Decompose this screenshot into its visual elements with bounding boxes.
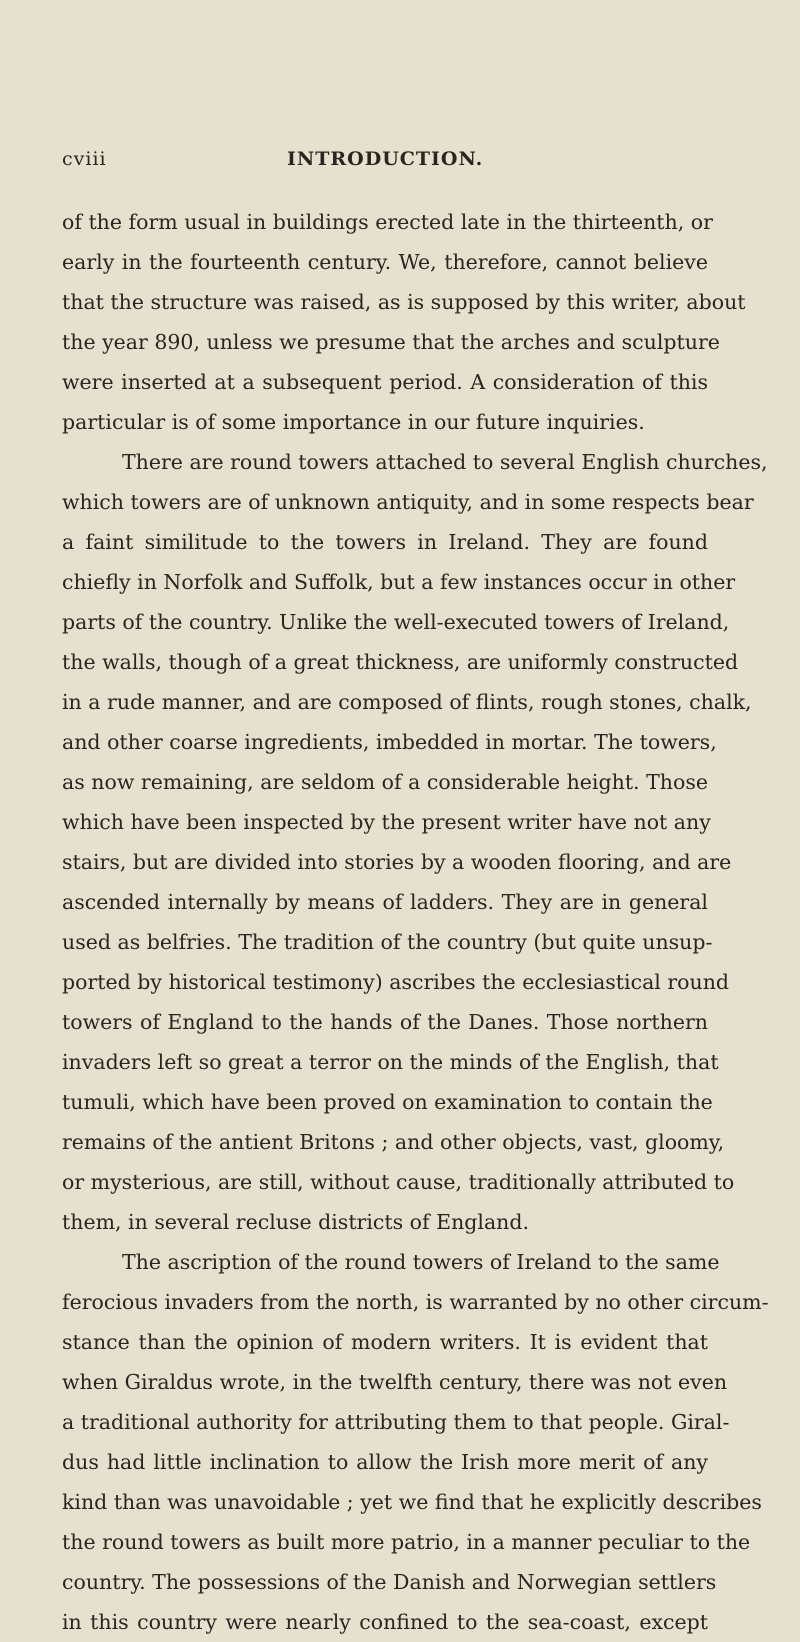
text-line: a traditional authority for attributing them to that people. Giral-: [62, 1410, 730, 1434]
text-line: the year 890, unless we presume that the arches and sculpture: [62, 330, 720, 354]
text-line: tumuli, which have been proved on examination to contain the: [62, 1090, 713, 1114]
paragraph-first-line: There are round towers attached to several English churches,: [122, 450, 768, 474]
text-line: used as belfries. The tradition of the country (but quite unsup-: [62, 930, 713, 954]
text-line: dus had little inclination to allow the Irish more merit of any: [62, 1450, 708, 1474]
text-line: country. The possessions of the Danish and Norwegian settlers: [62, 1570, 717, 1594]
text-line: were inserted at a subsequent period. A consideration of this: [62, 370, 708, 394]
text-line: them, in several recluse districts of England.: [62, 1210, 530, 1234]
text-line: which have been inspected by the present writer have not any: [62, 810, 711, 834]
text-line: chiefly in Norfolk and Suffolk, but a few instances occur in other: [62, 570, 736, 594]
text-line: remains of the antient Britons ; and other objects, vast, gloomy,: [62, 1130, 725, 1154]
text-line: or mysterious, are still, without cause, traditionally attributed to: [62, 1170, 735, 1194]
text-line: stance than the opinion of modern writers. It is evident that: [62, 1330, 708, 1354]
text-line: that the structure was raised, as is supposed by this writer, about: [62, 290, 746, 314]
text-line: parts of the country. Unlike the well-executed towers of Ireland,: [62, 610, 730, 634]
text-line: towers of England to the hands of the Danes. Those northern: [62, 1010, 708, 1034]
text-line: in this country were nearly confined to the sea-coast, except: [62, 1610, 708, 1634]
text-line: ferocious invaders from the north, is warranted by no other circum-: [62, 1290, 769, 1314]
body-text: [62, 202, 769, 1642]
text-line: a faint similitude to the towers in Ireland. They are found: [62, 530, 708, 554]
text-line: particular is of some importance in our future inquiries.: [62, 410, 645, 434]
text-line: invaders left so great a terror on the minds of the English, that: [62, 1050, 719, 1074]
text-line: stairs, but are divided into stories by a wooden flooring, and are: [62, 850, 732, 874]
text-line: ascended internally by means of ladders. They are in general: [62, 890, 708, 914]
text-line: in a rude manner, and are composed of flints, rough stones, chalk,: [62, 690, 752, 714]
text-line: and other coarse ingredients, imbedded in mortar. The towers,: [62, 730, 717, 754]
text-line: as now remaining, are seldom of a considerable height. Those: [62, 770, 708, 794]
text-line: kind than was unavoidable ; yet we find that he explicitly describes: [62, 1490, 762, 1514]
text-line: the walls, though of a great thickness, are uniformly constructed: [62, 650, 739, 674]
text-line: of the form usual in buildings erected late in the thirteenth, or: [62, 210, 713, 234]
paragraph-first-line: The ascription of the round towers of Ireland to the same: [122, 1250, 720, 1274]
page-number: cviii: [62, 148, 107, 170]
running-title: INTRODUCTION.: [287, 148, 484, 170]
text-line: early in the fourteenth century. We, therefore, cannot believe: [62, 250, 708, 274]
text-line: the round towers as built more patrio, in a manner peculiar to the: [62, 1530, 751, 1554]
page-header: [62, 148, 708, 174]
text-line: which towers are of unknown antiquity, and in some respects bear: [62, 490, 754, 514]
text-line: ported by historical testimony) ascribes the ecclesiastical round: [62, 970, 730, 994]
text-line: when Giraldus wrote, in the twelfth century, there was not even: [62, 1370, 728, 1394]
